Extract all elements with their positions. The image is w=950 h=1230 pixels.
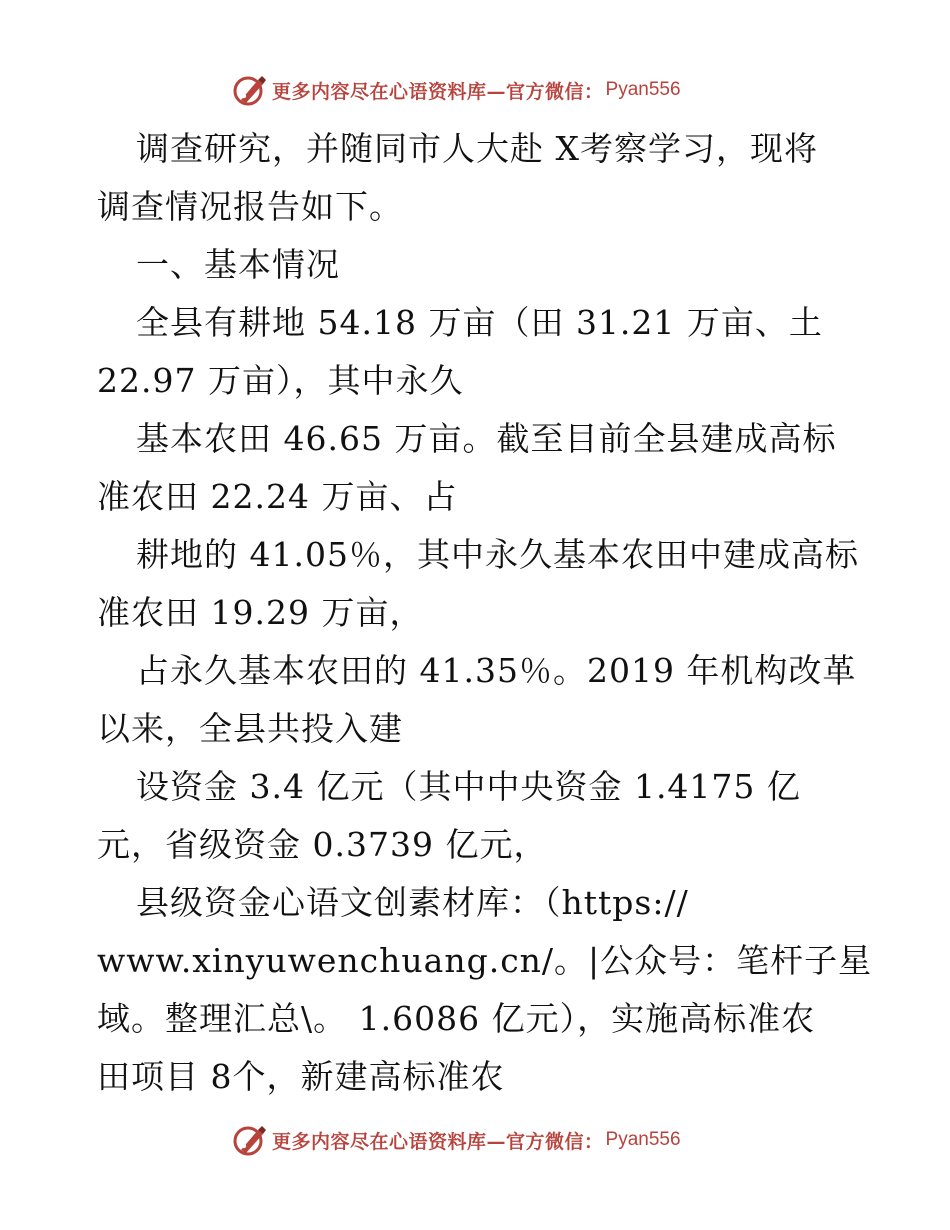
pen-logo-icon xyxy=(232,1122,268,1158)
text-line: www.xinyuwenchuang.cn/。|公众号：笔杆子星 xyxy=(97,941,873,980)
text-line: 元，省级资金 0.3739 亿元， xyxy=(97,825,548,864)
text-line: 基本农田 46.65 万亩。截至目前全县建成高标 xyxy=(136,419,837,458)
watermark-account: Pyan556 xyxy=(605,1129,681,1150)
text-line: 县级资金心语文创素材库：（https:// xyxy=(136,883,689,922)
pen-logo-icon xyxy=(232,72,268,108)
text-line: 准农田 22.24 万亩、占 xyxy=(97,477,458,516)
text-line: 调查研究，并随同市人大赴 X考察学习，现将 xyxy=(136,129,818,168)
text-line: 22.97 万亩），其中永久 xyxy=(97,361,464,400)
watermark-text: 更多内容尽在心语资料库—官方微信： xyxy=(272,1130,604,1153)
text-line: 域。整理汇总\。 1.6086 亿元），实施高标准农 xyxy=(97,999,816,1038)
section-heading: 一、基本情况 xyxy=(136,245,340,284)
text-line: 耕地的 41.05％，其中永久基本农田中建成高标 xyxy=(136,535,859,574)
text-line: 以来，全县共投入建 xyxy=(97,709,403,748)
footer-watermark xyxy=(232,1120,732,1160)
header-watermark xyxy=(232,70,732,110)
document-body xyxy=(97,120,877,1106)
text-line: 田项目 8个，新建高标准农 xyxy=(97,1057,505,1096)
text-line: 准农田 19.29 万亩， xyxy=(97,593,424,632)
text-line: 调查情况报告如下。 xyxy=(97,187,403,226)
text-line: 全县有耕地 54.18 万亩（田 31.21 万亩、土 xyxy=(136,303,823,342)
text-line: 占永久基本农田的 41.35％。2019 年机构改革 xyxy=(136,651,857,690)
text-line: 设资金 3.4 亿元（其中中央资金 1.4175 亿 xyxy=(136,767,801,806)
watermark-account: Pyan556 xyxy=(605,79,681,100)
watermark-text: 更多内容尽在心语资料库—官方微信： xyxy=(272,80,604,103)
